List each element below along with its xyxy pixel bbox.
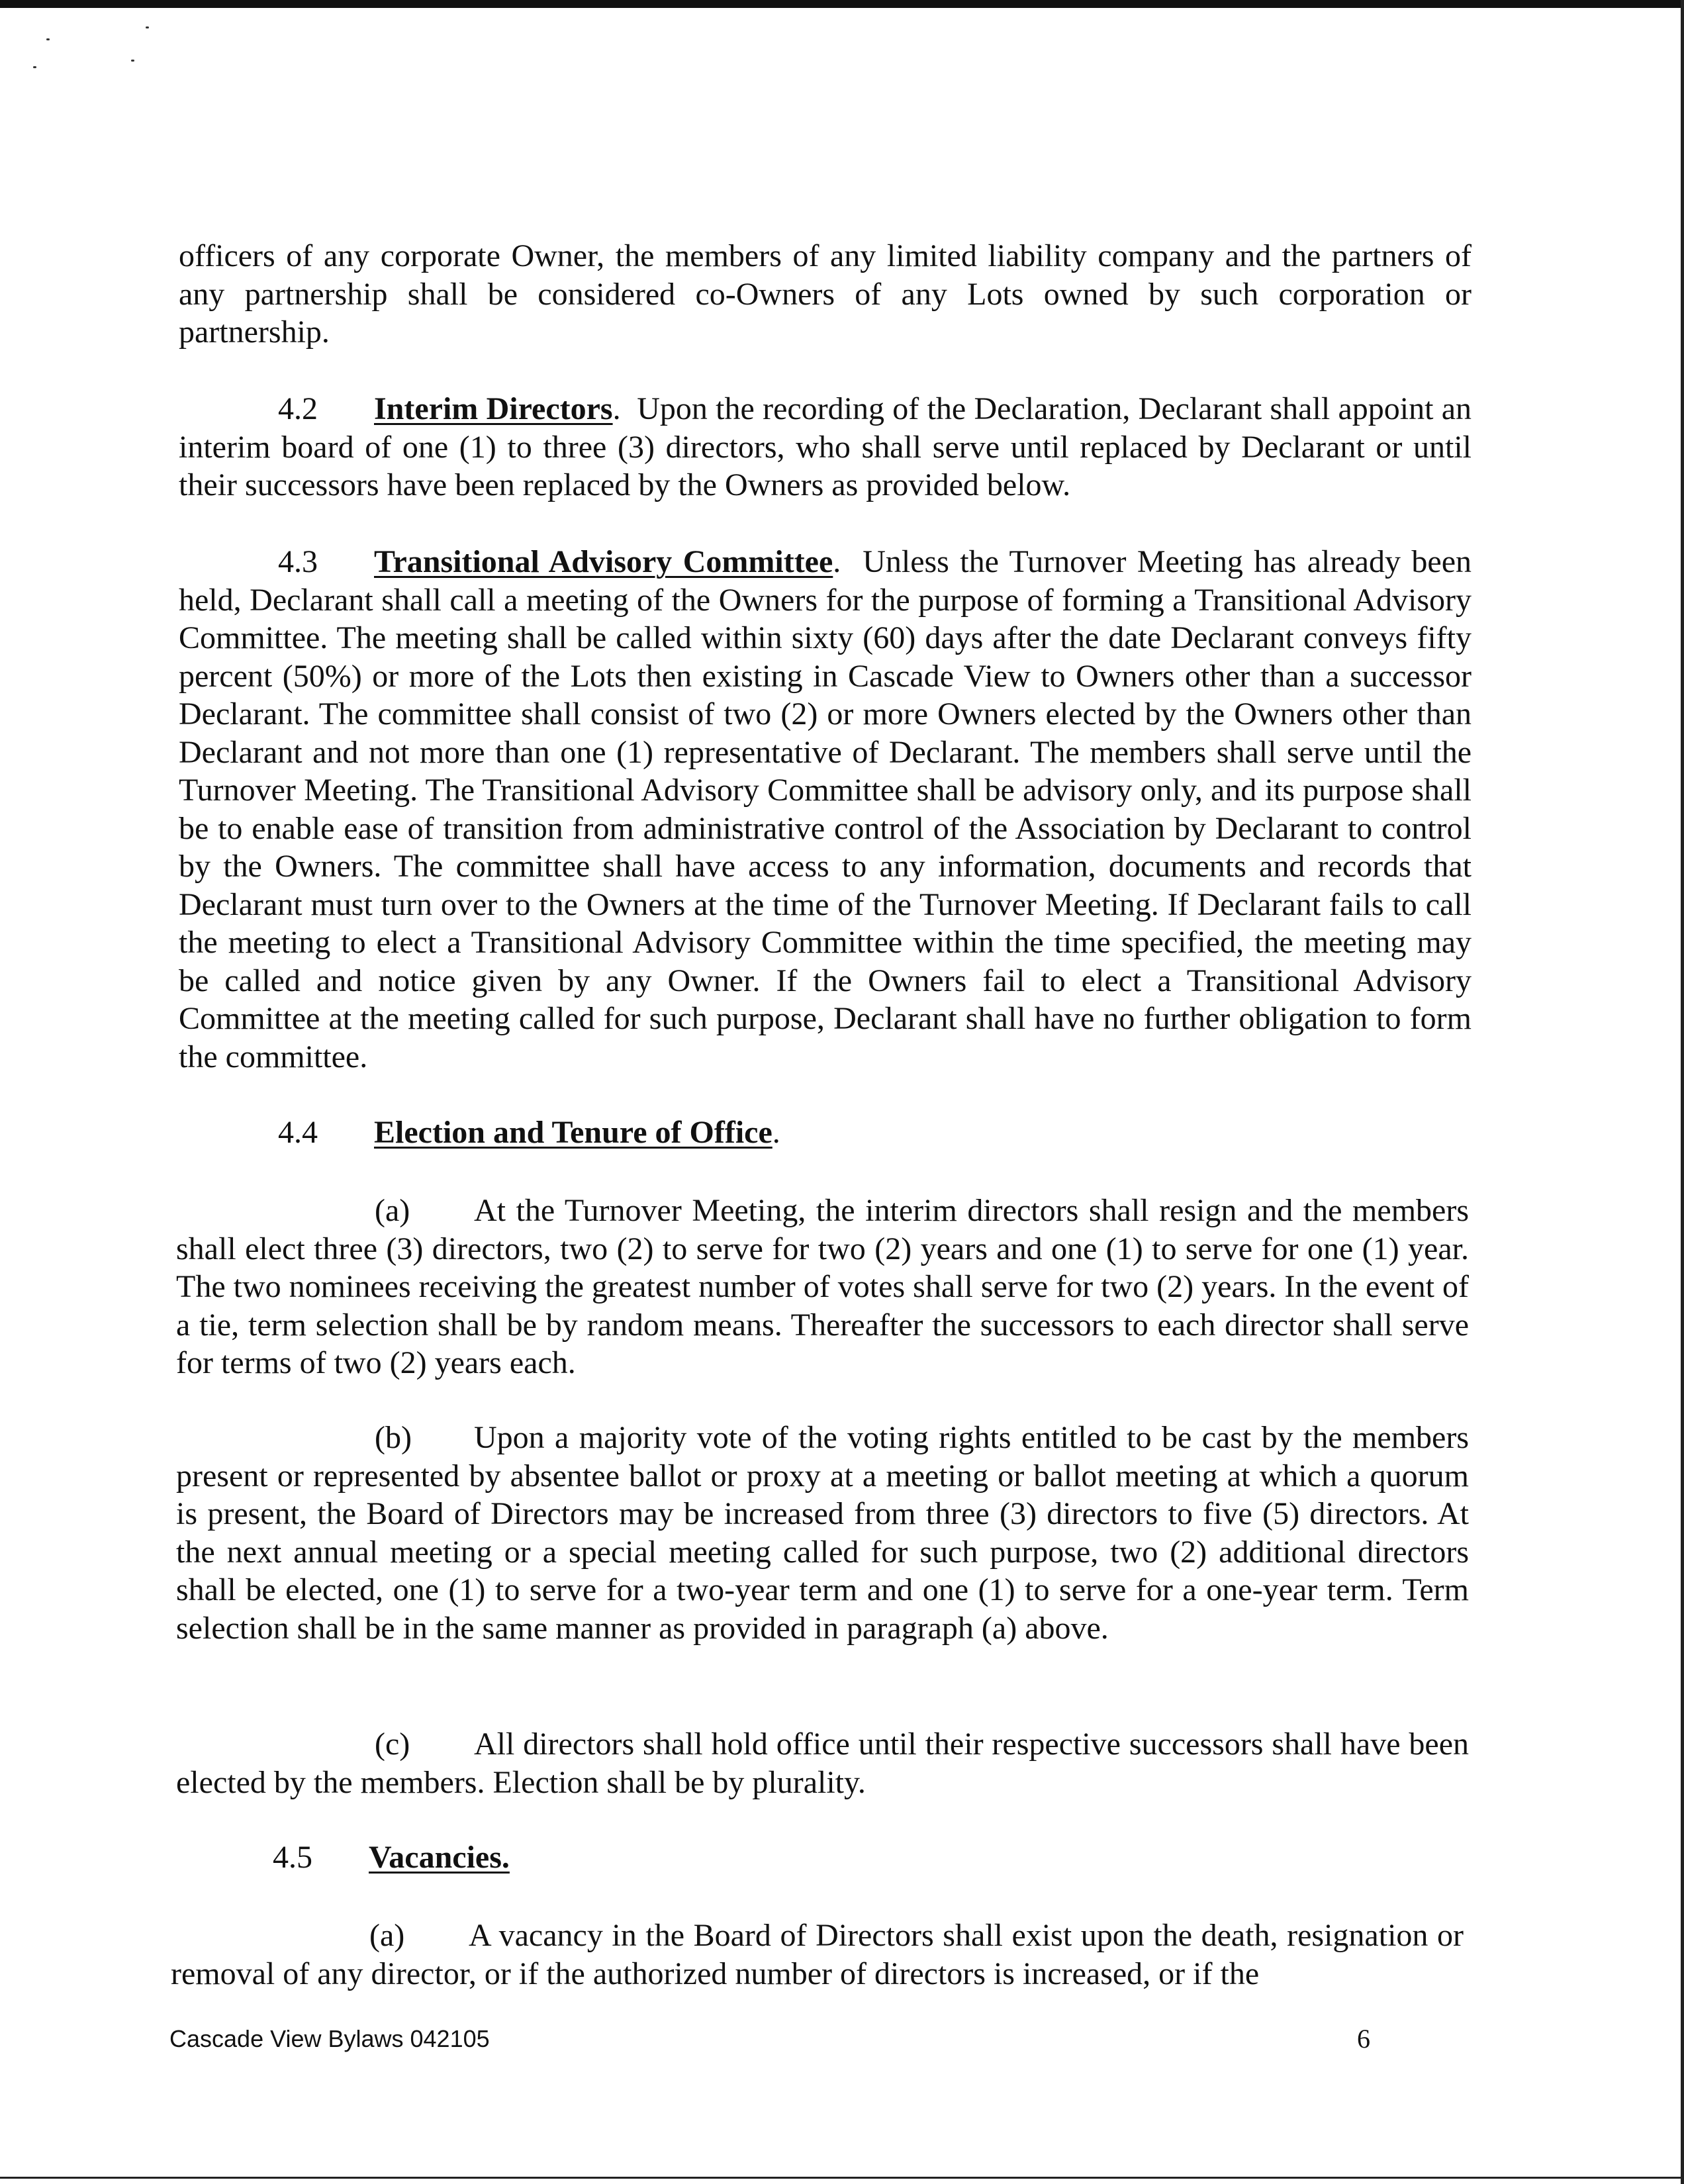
scan-border-bottom [0, 2177, 1684, 2179]
subparagraph-label: (a) [369, 1918, 405, 1953]
section-4-4: 4.4 Election and Tenure of Office. [179, 1114, 1472, 1152]
subparagraph-text: Upon a majority vote of the voting rights entitled to be cast by the members present or represented by absentee ballot or proxy at a meeting or ballot meeting at which a quorum is present, the Board of Directors may be increased from three (3) directors to five (5) directors. At the next annual meeting or a special meeting called for such purpose, two (2) additional directors shall be elected, one (1) to serve for a two-year term and one (1) to serve for a one-year term. Term selection shall be in the same manner as provided in paragraph (a) above. [176, 1420, 1469, 1646]
scan-speck [33, 66, 36, 68]
footer-title: Cascade View Bylaws 042105 [169, 2025, 490, 2052]
subparagraph-4-4-a [176, 1192, 1469, 1382]
section-heading: Vacancies. [369, 1840, 510, 1875]
scan-speck [146, 26, 149, 28]
scan-border-top [0, 0, 1684, 8]
subparagraph-text: A vacancy in the Board of Directors shall exist upon the death, resignation or removal of any director, or if the authorized number of directors is increased, or if the [171, 1918, 1464, 1991]
scan-border-right [1681, 0, 1684, 2184]
scan-speck [131, 60, 134, 62]
section-number: 4.2 [278, 391, 318, 426]
page-number: 6 [1357, 2024, 1370, 2054]
subparagraph-text: All directors shall hold office until their respective successors shall have been elected by the members. Election shall be by plurality. [176, 1727, 1469, 1800]
subparagraph-label: (a) [375, 1193, 410, 1228]
subparagraph-label: (c) [375, 1727, 410, 1762]
section-text: Upon the recording of the Declaration, Declarant shall appoint an interim board of one (1) to three (3) directors, who shall serve until replaced by Declarant or until their successors have been replaced by the Owners as provided below. [179, 391, 1472, 502]
subparagraph-4-5-a [171, 1917, 1464, 1993]
section-number: 4.5 [273, 1840, 312, 1875]
intro-paragraph: officers of any corporate Owner, the members of any limited liability company and the partners of any partnership shall be considered co-Owners of any Lots owned by such corporation or partnership. [179, 238, 1472, 350]
subparagraph-text: At the Turnover Meeting, the interim directors shall resign and the members shall elect three (3) directors, two (2) to serve for two (2) years and one (1) to serve for one (1) year. The two nominees receiving the greatest number of votes shall serve for two (2) years. In the event of a tie, term selection shall be by random means. Thereafter the successors to each director shall serve for terms of two (2) years each. [176, 1193, 1469, 1380]
section-number: 4.3 [278, 544, 318, 579]
section-heading: Transitional Advisory Committee [374, 544, 833, 579]
section-4-5 [173, 1838, 1466, 1877]
section-number: 4.4 [278, 1115, 318, 1150]
subparagraph-4-4-b [176, 1419, 1469, 1647]
section-heading: Election and Tenure of Office [374, 1115, 772, 1150]
subparagraph-label: (b) [375, 1420, 412, 1455]
subparagraph-4-4-c [176, 1725, 1469, 1801]
section-4-3: 4.3 Transitional Advisory Committee. Unless the Turnover Meeting has already been held, Declarant shall call a meeting of the Owners for the purpose of forming a Transitional Advisory Committee. The meeting shall be called within sixty (60) days after the date Declarant conveys fifty percent (50%) or more of the Lots then existing in Cascade View to Owners other than a successor Declarant. The committee shall consist of two (2) or more Owners elected by the Owners other than Declarant and not more than one (1) representative of Declarant. The members shall serve until the Turnover Meeting. The Transitional Advisory Committee shall be advisory only, and its purpose shall be to enable ease of transition from administrative control of the Association by Declarant to control by the Owners. The committee shall have access to any information, documents and records that Declarant must turn over to the Owners at the time of the Turnover Meeting. If Declarant fails to call the meeting to elect a Transitional Advisory Committee within the time specified, the meeting may be called and notice given by any Owner. If the Owners fail to elect a Transitional Advisory Committee at the meeting called for such purpose, Declarant shall have no further obligation to form the committee. [179, 544, 1472, 1074]
section-text: Unless the Turnover Meeting has already been held, Declarant shall call a meeting of the Owners for the purpose of forming a Transitional Advisory Committee. The meeting shall be called within sixty (60) days after the date Declarant conveys fifty percent (50%) or more of the Lots then existing in Cascade View to Owners other than a successor Declarant. The committee shall consist of two (2) or more Owners elected by the Owners other than Declarant and not more than one (1) representative of Declarant. The members shall serve until the Turnover Meeting. The Transitional Advisory Committee shall be advisory only, and its purpose shall be to enable ease of transition from administrative control of the Association by Declarant to control by the Owners. The committee shall have access to any information, documents and records that Declarant must turn over to the Owners at the time of the Turnover Meeting. If Declarant fails to call the meeting to elect a Transitional Advisory Committee within the time specified, the meeting may be called and notice given by any Owner. If the Owners fail to elect a Transitional Advisory Committee at the meeting called for such purpose, Declarant shall have no further obligation to form the committee. [179, 544, 1472, 1074]
section-heading: Interim Directors [374, 391, 613, 426]
scan-speck [46, 38, 50, 40]
section-4-2: 4.2 Interim Directors. Upon the recording of the Declaration, Declarant shall appoint an interim board of one (1) to three (3) directors, who shall serve until replaced by Declarant or until their successors have been replaced by the Owners as provided below. [179, 391, 1472, 502]
